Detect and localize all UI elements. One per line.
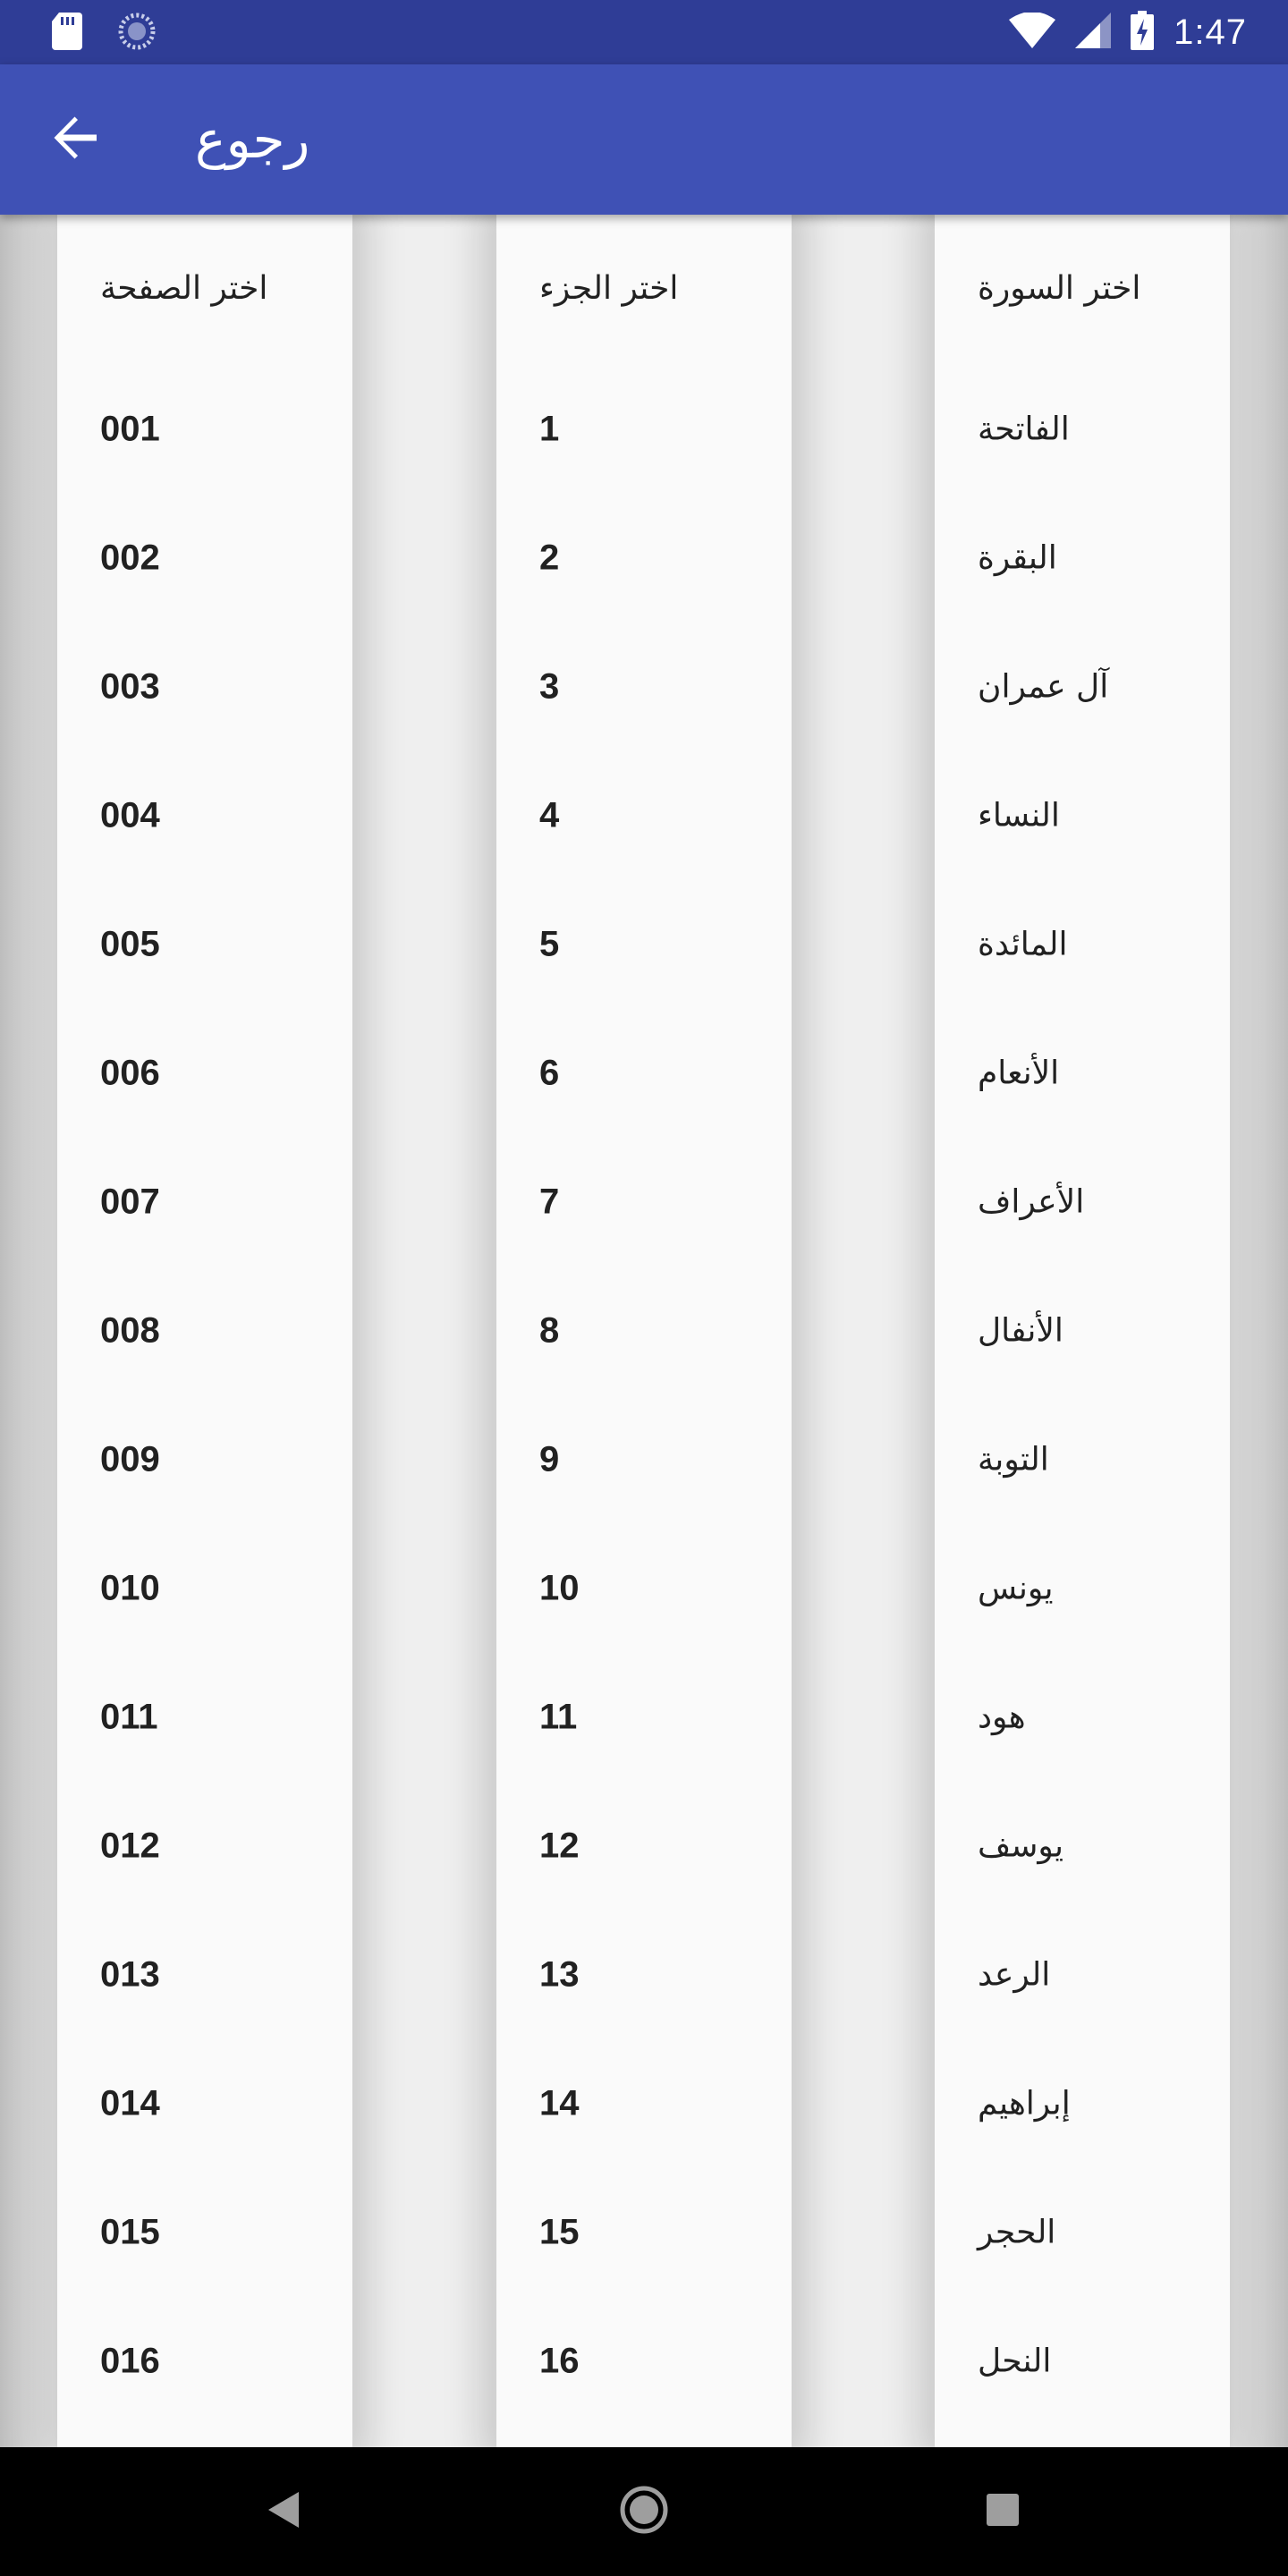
list-item[interactable]: آل عمران: [978, 668, 1109, 706]
list-item[interactable]: 11: [539, 1697, 578, 1737]
list-item[interactable]: 13: [539, 1954, 580, 1995]
app-bar: [0, 64, 1288, 215]
loading-icon: [118, 13, 156, 54]
list-item[interactable]: الأنعام: [978, 1055, 1060, 1092]
list-item[interactable]: النساء: [978, 797, 1060, 835]
list-item[interactable]: الحجر: [978, 2214, 1056, 2251]
list-item[interactable]: 014: [100, 2083, 160, 2123]
arrow-back-icon: [52, 114, 98, 165]
list-item[interactable]: 7: [539, 1182, 560, 1222]
signal-icon: [1075, 13, 1111, 52]
surah-picker-header: اختر السورة: [978, 270, 1141, 307]
juz-picker-header: اختر الجزء: [539, 270, 679, 307]
list-item[interactable]: 008: [100, 1310, 160, 1351]
page-title[interactable]: رجوع: [195, 109, 310, 170]
list-item[interactable]: 005: [100, 924, 160, 964]
list-item[interactable]: 12: [539, 1826, 580, 1866]
list-item[interactable]: 3: [539, 666, 560, 707]
status-bar-left: [52, 13, 156, 54]
list-item[interactable]: 003: [100, 666, 160, 707]
list-item[interactable]: 16: [539, 2341, 580, 2381]
list-item[interactable]: 010: [100, 1568, 160, 1608]
list-item[interactable]: 011: [100, 1697, 158, 1737]
back-triangle-icon: [265, 2490, 301, 2533]
page-picker-column[interactable]: [57, 215, 352, 2447]
list-item[interactable]: 2: [539, 538, 560, 578]
page-picker-header: اختر الصفحة: [100, 270, 268, 307]
list-item[interactable]: 1: [539, 409, 560, 449]
list-item[interactable]: الفاتحة: [978, 411, 1070, 448]
surah-picker-column[interactable]: [935, 215, 1230, 2447]
sd-card-icon: [52, 13, 82, 54]
status-bar: [0, 0, 1288, 64]
list-item[interactable]: البقرة: [978, 539, 1057, 577]
nav-back-button[interactable]: [250, 2479, 315, 2544]
list-item[interactable]: هود: [978, 1699, 1026, 1736]
list-item[interactable]: 012: [100, 1826, 160, 1866]
list-item[interactable]: الرعد: [978, 1956, 1051, 1994]
list-item[interactable]: 4: [539, 795, 560, 835]
list-item[interactable]: النحل: [978, 2343, 1052, 2380]
list-item[interactable]: الأعراف: [978, 1183, 1085, 1221]
list-item[interactable]: 001: [100, 409, 160, 449]
navigation-bar: [0, 2447, 1288, 2576]
status-bar-right: [1009, 0, 1247, 64]
battery-charging-icon: [1131, 11, 1154, 54]
list-item[interactable]: المائدة: [978, 926, 1068, 963]
list-item[interactable]: 6: [539, 1053, 560, 1093]
list-item[interactable]: 5: [539, 924, 560, 964]
list-item[interactable]: الأنفال: [978, 1312, 1063, 1350]
list-item[interactable]: 14: [539, 2083, 580, 2123]
wifi-icon: [1009, 13, 1055, 52]
list-item[interactable]: التوبة: [978, 1441, 1049, 1479]
list-item[interactable]: 9: [539, 1439, 560, 1479]
list-item[interactable]: 007: [100, 1182, 160, 1222]
list-item[interactable]: 15: [539, 2212, 580, 2252]
list-item[interactable]: 015: [100, 2212, 160, 2252]
list-item[interactable]: 10: [539, 1568, 580, 1608]
clock: 1:47: [1174, 12, 1247, 52]
list-item[interactable]: 004: [100, 795, 160, 835]
list-item[interactable]: 009: [100, 1439, 160, 1479]
list-item[interactable]: 002: [100, 538, 160, 578]
home-circle-icon: [619, 2485, 669, 2538]
list-item[interactable]: يوسف: [978, 1827, 1064, 1865]
juz-picker-column[interactable]: [496, 215, 792, 2447]
picker-area: [0, 215, 1288, 2447]
nav-home-button[interactable]: [612, 2479, 676, 2544]
list-item[interactable]: إبراهيم: [978, 2085, 1071, 2123]
list-item[interactable]: 013: [100, 1954, 160, 1995]
recents-square-icon: [985, 2492, 1021, 2531]
nav-recents-button[interactable]: [970, 2479, 1035, 2544]
list-item[interactable]: يونس: [978, 1570, 1054, 1607]
list-item[interactable]: 016: [100, 2341, 160, 2381]
list-item[interactable]: 006: [100, 1053, 160, 1093]
back-button[interactable]: [39, 104, 111, 175]
list-item[interactable]: 8: [539, 1310, 560, 1351]
